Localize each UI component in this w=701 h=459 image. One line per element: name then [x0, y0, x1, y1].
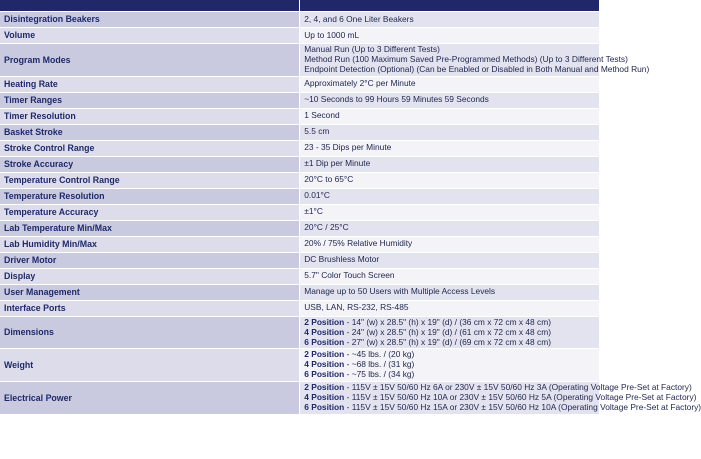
spec-value [300, 300, 600, 316]
table-row [0, 140, 600, 156]
spec-value [300, 382, 701, 415]
spec-label: Disintegration Beakers [0, 12, 300, 28]
table-row [0, 284, 600, 300]
table-row [0, 44, 600, 77]
spec-label: Temperature Resolution [0, 188, 300, 204]
table-row [0, 92, 600, 108]
position-label: 6 Position [304, 336, 345, 347]
position-label: 2 Position [304, 382, 345, 393]
spec-label: Driver Motor [0, 252, 300, 268]
position-label: 2 Position [304, 349, 345, 360]
spec-value-text: Approximately 2°C per Minute [304, 78, 416, 89]
table-row [0, 156, 600, 172]
spec-value-text: ±1 Dip per Minute [304, 158, 371, 169]
spec-value-text: USB, LAN, RS-232, RS-485 [304, 302, 409, 313]
spec-label: Interface Ports [0, 300, 300, 316]
spec-value-text: - ~45 lbs. / (20 kg) [344, 349, 415, 360]
spec-label: Temperature Accuracy [0, 204, 300, 220]
spec-value [300, 140, 600, 156]
spec-value-text: 2, 4, and 6 One Liter Beakers [304, 13, 414, 24]
spec-label: Dimensions [0, 316, 300, 349]
spec-label: Electrical Power [0, 382, 300, 415]
spec-value-text: - ~75 lbs. / (34 kg) [344, 369, 415, 380]
spec-value-line [304, 271, 595, 281]
table-row [0, 172, 600, 188]
spec-value-text: - 115V ± 15V 50/60 Hz 6A or 230V ± 15V 50/60 Hz 3A (Operating Voltage Pre-Set at Factory) [344, 382, 692, 393]
spec-value-text: - 14" (w) x 28.5" (h) x 19" (d) / (36 cm x 72 cm x 48 cm) [344, 316, 551, 327]
spec-value [300, 12, 600, 28]
spec-value [300, 44, 650, 77]
spec-value [300, 252, 600, 268]
spec-label: Timer Ranges [0, 92, 300, 108]
spec-value-text: 20°C to 65°C [304, 174, 354, 185]
spec-value [300, 172, 600, 188]
spec-value-text: - 27" (w) x 28.5" (h) x 19" (d) / (69 cm x 72 cm x 48 cm) [344, 336, 551, 347]
table-header-bar [0, 0, 600, 12]
table-row [0, 220, 600, 236]
spec-label: Stroke Control Range [0, 140, 300, 156]
spec-value-line [304, 63, 650, 75]
spec-value-text: Manual Run (Up to 3 Different Tests) [304, 44, 440, 54]
spec-value-line [304, 191, 595, 201]
spec-value-line [304, 223, 595, 233]
table-row [0, 12, 600, 28]
spec-value-text: Up to 1000 mL [304, 29, 360, 40]
spec-value [300, 349, 600, 382]
spec-value-line [304, 15, 595, 25]
spec-value-text: DC Brushless Motor [304, 254, 380, 265]
spec-value [300, 92, 600, 108]
header-bar-right [300, 0, 600, 12]
spec-value [300, 236, 600, 252]
spec-value [300, 28, 600, 44]
spec-value-line [304, 159, 595, 169]
spec-value-text: Endpoint Detection (Optional) (Can be Enabled or Disabled in Both Manual and Method Run) [304, 63, 650, 74]
position-label: 6 Position [304, 369, 345, 380]
spec-value-line [304, 303, 595, 313]
spec-value-text: 1 Second [304, 110, 340, 121]
spec-label: Weight [0, 349, 300, 382]
spec-value-line [304, 95, 595, 105]
spec-value [300, 284, 600, 300]
spec-value-text: - 115V ± 15V 50/60 Hz 15A or 230V ± 15V 50/60 Hz 10A (Operating Voltage Pre-Set at Factory) [344, 401, 701, 412]
spec-value-line [304, 401, 701, 413]
spec-value-line [304, 255, 595, 265]
spec-label: Display [0, 268, 300, 284]
table-row [0, 316, 600, 349]
spec-value [300, 156, 600, 172]
spec-value [300, 204, 600, 220]
table-row [0, 188, 600, 204]
spec-value-text: 5.5 cm [304, 126, 330, 137]
spec-value-text: 20°C / 25°C [304, 222, 349, 233]
header-bar-left [0, 0, 300, 12]
spec-label: Stroke Accuracy [0, 156, 300, 172]
spec-value [300, 220, 600, 236]
spec-label: Lab Humidity Min/Max [0, 236, 300, 252]
spec-value [300, 188, 600, 204]
table-row [0, 204, 600, 220]
spec-value [300, 268, 600, 284]
table-row [0, 349, 600, 382]
position-label: 6 Position [304, 401, 345, 412]
table-row [0, 28, 600, 44]
spec-value-line [304, 338, 595, 348]
spec-value-line [304, 175, 595, 185]
spec-value-line [304, 287, 595, 297]
table-row [0, 108, 600, 124]
spec-label: User Management [0, 284, 300, 300]
spec-label: Heating Rate [0, 76, 300, 92]
spec-value [300, 108, 600, 124]
spec-value-line [304, 370, 595, 380]
spec-value [300, 316, 600, 349]
table-row [0, 124, 600, 140]
spec-value-text: Manage up to 50 Users with Multiple Access Levels [304, 286, 496, 297]
spec-label: Program Modes [0, 44, 300, 77]
spec-value-text: 5.7" Color Touch Screen [304, 270, 395, 281]
table-row [0, 76, 600, 92]
spec-value-line [304, 207, 595, 217]
spec-value-text: - 24" (w) x 28.5" (h) x 19" (d) / (61 cm x 72 cm x 48 cm) [344, 326, 551, 337]
spec-label: Temperature Control Range [0, 172, 300, 188]
spec-value-text: 0.01°C [304, 190, 330, 201]
table-row [0, 252, 600, 268]
spec-value-text: 23 - 35 Dips per Minute [304, 142, 392, 153]
position-label: 2 Position [304, 316, 345, 327]
spec-value-text: ±1°C [304, 206, 323, 217]
position-label: 4 Position [304, 359, 345, 370]
spec-label: Lab Temperature Min/Max [0, 220, 300, 236]
spec-value-text: ~10 Seconds to 99 Hours 59 Minutes 59 Seconds [304, 94, 489, 105]
spec-value-text: - ~68 lbs. / (31 kg) [344, 359, 415, 370]
table-row [0, 236, 600, 252]
spec-value-line [304, 127, 595, 137]
spec-value-line [304, 143, 595, 153]
spec-label: Timer Resolution [0, 108, 300, 124]
spec-value-text: 20% / 75% Relative Humidity [304, 238, 413, 249]
spec-value-line [304, 31, 595, 41]
spec-value [300, 124, 600, 140]
position-label: 4 Position [304, 326, 345, 337]
spec-value-text: Method Run (100 Maximum Saved Pre-Programmed Methods) (Up to 3 Different Tests) [304, 53, 628, 64]
spec-value-line [304, 111, 595, 121]
spec-label: Volume [0, 28, 300, 44]
spec-value-line [304, 239, 595, 249]
table-row [0, 268, 600, 284]
spec-value-line [304, 79, 595, 89]
table-row [0, 382, 600, 415]
spec-value [300, 76, 600, 92]
spec-value-text: - 115V ± 15V 50/60 Hz 10A or 230V ± 15V 50/60 Hz 5A (Operating Voltage Pre-Set at Factory) [344, 392, 697, 403]
spec-label: Basket Stroke [0, 124, 300, 140]
table-row [0, 300, 600, 316]
position-label: 4 Position [304, 392, 345, 403]
